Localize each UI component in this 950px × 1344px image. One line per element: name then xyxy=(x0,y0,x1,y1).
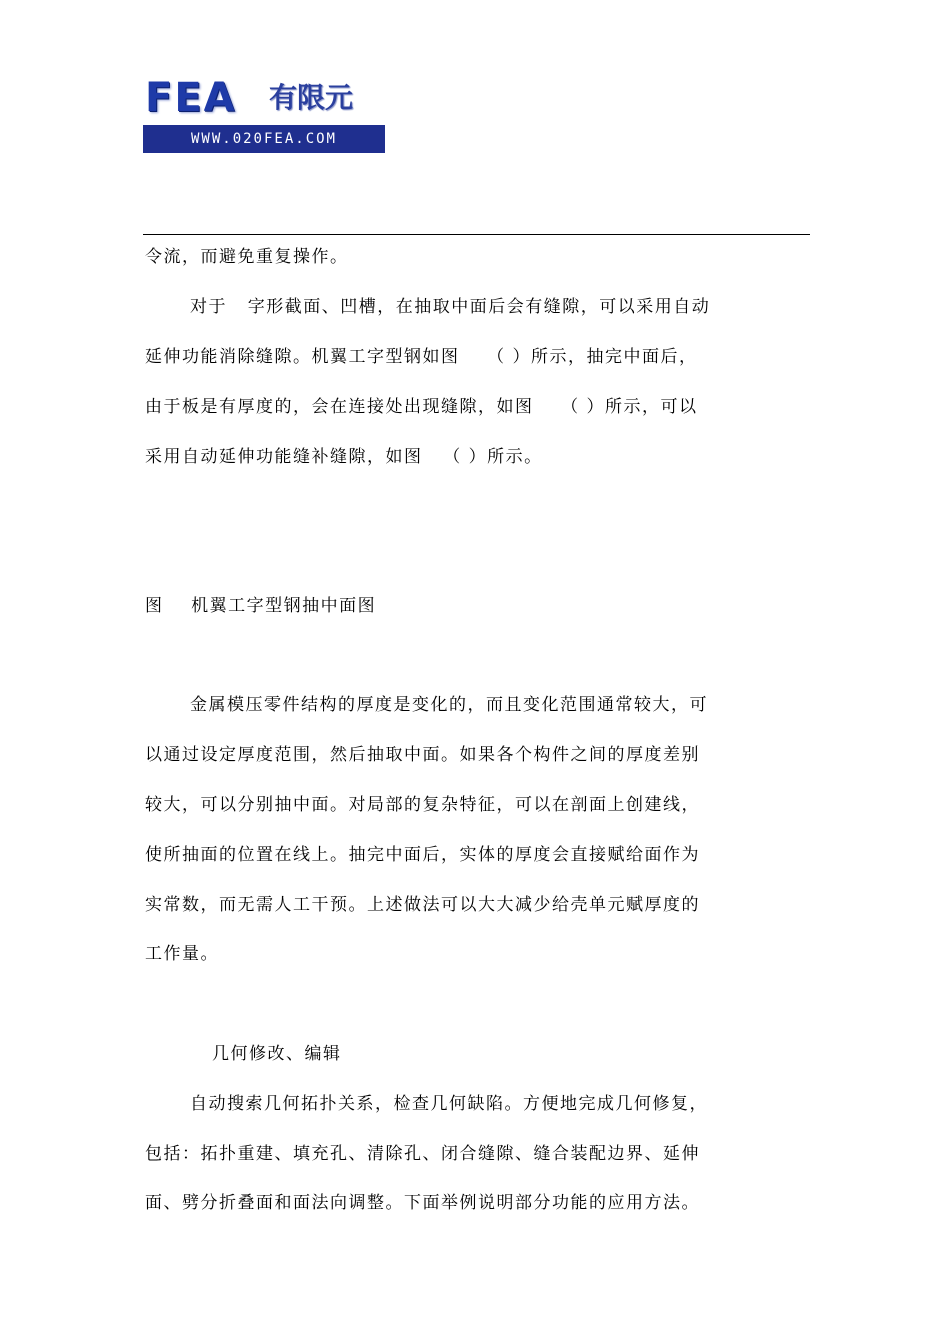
text-line: 自动搜索几何拓扑关系，检查几何缺陷。方便地完成几何修复， xyxy=(190,1094,708,1114)
company-logo xyxy=(143,73,385,153)
text-line: 金属模压零件结构的厚度是变化的，而且变化范围通常较大，可 xyxy=(190,695,708,715)
text-line: 以通过设定厚度范围，然后抽取中面。如果各个构件之间的厚度差别 xyxy=(145,745,700,765)
section-heading: 几何修改、编辑 xyxy=(212,1044,342,1064)
logo-chinese-text: 有限元 xyxy=(269,81,354,114)
text-line: 对于 字形截面、凹槽，在抽取中面后会有缝隙，可以采用自动 xyxy=(190,297,711,317)
text-line: 采用自动延伸功能缝补缝隙，如图 （ ）所示。 xyxy=(145,447,543,467)
text-line: 令流，而避免重复操作。 xyxy=(145,247,349,267)
text-line: 工作量。 xyxy=(145,944,219,964)
logo-url-bar: WWW.020FEA.COM xyxy=(143,125,385,153)
text-line: 实常数，而无需人工干预。上述做法可以大大减少给壳单元赋厚度的 xyxy=(145,895,700,915)
text-line: 由于板是有厚度的，会在连接处出现缝隙，如图 （ ）所示，可以 xyxy=(145,397,698,417)
text-line: 延伸功能消除缝隙。机翼工字型钢如图 （ ）所示，抽完中面后， xyxy=(145,347,698,367)
logo-fea-text: FEA xyxy=(145,75,237,121)
text-line: 包括：拓扑重建、填充孔、清除孔、闭合缝隙、缝合装配边界、延伸 xyxy=(145,1144,700,1164)
header-divider xyxy=(143,234,810,235)
logo-top xyxy=(143,73,385,123)
text-line: 使所抽面的位置在线上。抽完中面后，实体的厚度会直接赋给面作为 xyxy=(145,845,700,865)
text-line: 较大，可以分别抽中面。对局部的复杂特征，可以在剖面上创建线， xyxy=(145,795,700,815)
figure-caption: 图 机翼工字型钢抽中面图 xyxy=(145,596,377,616)
text-line: 面、劈分折叠面和面法向调整。下面举例说明部分功能的应用方法。 xyxy=(145,1193,700,1213)
